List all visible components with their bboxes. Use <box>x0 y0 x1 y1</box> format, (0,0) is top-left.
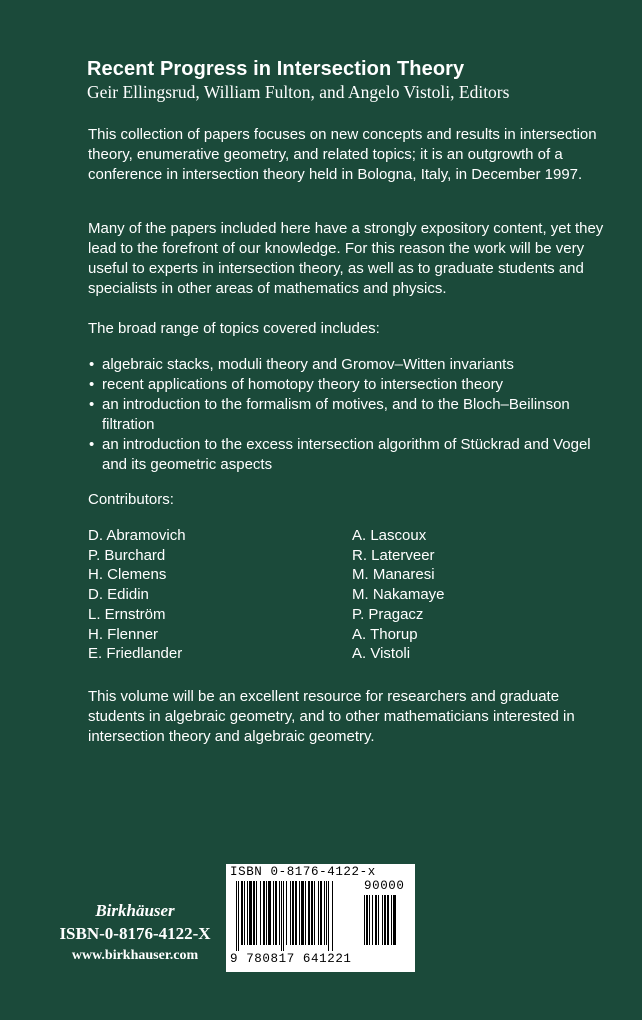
topic-item: • an introduction to the excess intersection algorithm of Stückrad and Vogel and its geometric aspects <box>88 435 613 475</box>
topics-intro: The broad range of topics covered includes: <box>88 320 380 337</box>
contributor-name: D. Edidin <box>88 586 149 604</box>
publisher-isbn: ISBN-0-8176-4122-X <box>59 924 211 943</box>
contributor-name: E. Friedlander <box>88 645 183 663</box>
publisher-name: Birkhäuser <box>95 901 175 920</box>
topics-list <box>88 355 613 475</box>
contributor-name: P. Pragacz <box>352 605 424 623</box>
contributors-right-column <box>352 526 445 664</box>
book-editors: Geir Ellingsrud, William Fulton, and Angelo Vistoli, Editors <box>87 82 510 102</box>
contributor-name: A. Vistoli <box>352 645 411 663</box>
topic-item: • recent applications of homotopy theory to intersection theory <box>88 375 613 395</box>
contributor-name: R. Laterveer <box>352 546 435 564</box>
contributor-name: H. Clemens <box>88 566 167 584</box>
barcode <box>226 864 415 972</box>
expository-paragraph: Many of the papers included here have a strongly expository content, yet they lead to the forefront of our knowledge. For this reason the work will be very useful to experts in intersection theory, as well as to graduate students and specialists in other areas of mathematics and physics. <box>88 220 604 297</box>
barcode-bars <box>236 881 360 951</box>
contributor-name: P. Burchard <box>88 546 166 564</box>
barcode-price-code: 90000 <box>364 879 405 893</box>
topic-item: • algebraic stacks, moduli theory and Gromov–Witten invariants <box>88 355 613 375</box>
contributor-name: M. Manaresi <box>352 566 435 584</box>
publisher-website: www.birkhauser.com <box>71 948 199 963</box>
publisher-block <box>45 900 225 966</box>
contributor-name: H. Flenner <box>88 625 159 643</box>
book-title: Recent Progress in Intersection Theory <box>87 58 465 80</box>
topic-item: • an introduction to the formalism of motives, and to the Bloch–Beilinson filtration <box>88 395 613 435</box>
contributor-name: A. Thorup <box>352 625 418 643</box>
contributor-name: A. Lascoux <box>352 527 427 544</box>
intro-paragraph: This collection of papers focuses on new concepts and results in intersection theory, enumerative geometry, and related topics; it is an outgrowth of a conference in intersection theory held in Bologna, Italy, in December 1997. <box>88 126 597 183</box>
contributor-name: L. Ernström <box>88 605 166 623</box>
barcode-isbn-text: ISBN 0-8176-4122-x <box>230 865 376 879</box>
contributors-label: Contributors: <box>88 491 174 508</box>
contributors-left-column <box>88 526 186 664</box>
contributor-name: D. Abramovich <box>88 527 186 544</box>
closing-paragraph: This volume will be an excellent resource for researchers and graduate students in algebraic geometry, and to other mathematicians interested in intersection theory and algebraic geometry. <box>88 688 575 745</box>
contributor-name: M. Nakamaye <box>352 586 445 604</box>
barcode-addon-bars <box>364 895 410 951</box>
barcode-ean-digits: 9 780817 641221 <box>230 952 352 966</box>
